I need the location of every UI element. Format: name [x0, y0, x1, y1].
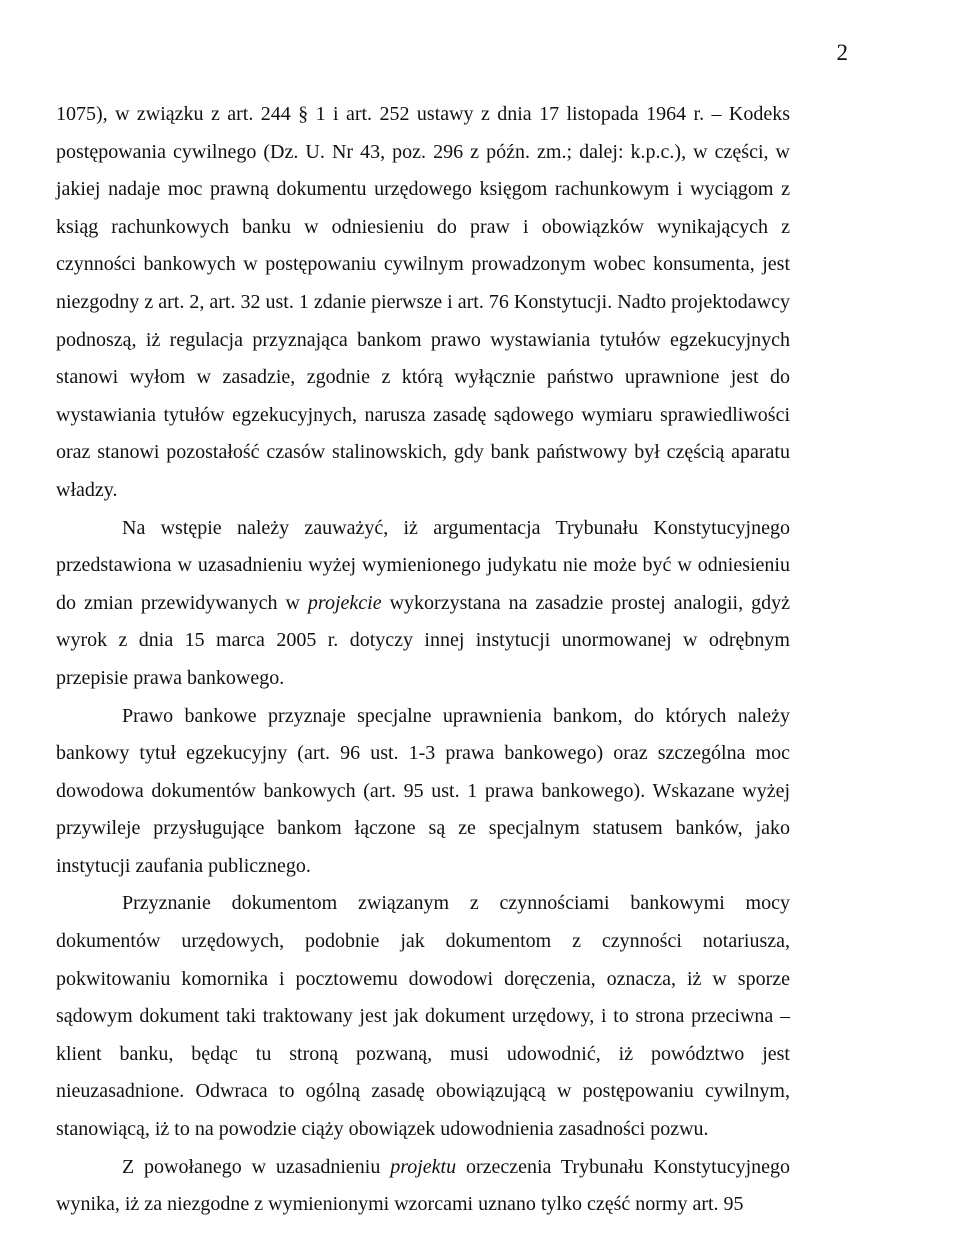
- italic-term: projektu: [390, 1155, 457, 1178]
- page-number: 2: [836, 40, 848, 65]
- paragraph-text: Z powołanego w uzasadnieniu: [122, 1155, 391, 1178]
- paragraph-text: Przyznanie dokumentom związanym z czynnościami bankowymi mocy dokumentów urzędowych, podobnie jak dokumentom z czynności notariusza, pokwitowaniu komornika i pocztowemu dowodowi doręczenia, oznacza, iż w sporze sądowym dokument taki traktowany jest jak dokument urzędowy, i to strona przeciwna – klient banku, będąc tu stroną pozwaną, musi udowodnić, iż powództwo jest nieuzasadnione. Odwraca to ogólną zasadę obowiązującą w postępowaniu cywilnym, stanowiącą, iż to na powodzie ciąży obowiązek udowodnienia zasadności pozwu.: [56, 892, 790, 1141]
- paragraph-text: Prawo bankowe przyznaje specjalne uprawnienia bankom, do których należy bankowy tytuł egzekucyjny (art. 96 ust. 1-3 prawa bankowego) oraz szczególna moc dowodowa dokumentów bankowych (art. 95 ust. 1 prawa bankowego). Wskazane wyżej przywileje przysługujące bankom łączone są ze specjalnym statusem banków, jako instytucji zaufania publicznego.: [56, 704, 790, 877]
- paragraph-z-powolanego: [56, 1149, 790, 1224]
- paragraph-continuation: [56, 96, 790, 510]
- paragraph-text: 1075), w związku z art. 244 § 1 i art. 252 ustawy z dnia 17 listopada 1964 r. – Kodeks postępowania cywilnego (Dz. U. Nr 43, poz. 296 z późn. zm.; dalej: k.p.c.), w części, w jakiej nadaje moc prawną dokumentu urzędowego księgom rachunkowym i wyciągom z ksiąg rachunkowych banku w odniesieniu do praw i obowiązków wynikających z czynności bankowych w postępowaniu cywilnym prowadzonym wobec konsumenta, jest niezgodny z art. 2, art. 32 ust. 1 zdanie pierwsze i art. 76 Konstytucji. Nadto projektodawcy podnoszą, iż regulacja przyznająca bankom prawo wystawiania tytułów egzekucyjnych stanowi wyłom w zasadzie, zgodnie z którą wyłącznie państwo uprawnione jest do wystawiania tytułów egzekucyjnych, narusza zasadę sądowego wymiaru sprawiedliwości oraz stanowi pozostałość czasów stalinowskich, gdy bank państwowy był częścią aparatu władzy.: [56, 103, 790, 501]
- document-body: [56, 96, 790, 1224]
- paragraph-prawo-bankowe: [56, 698, 790, 886]
- paragraph-na-wstepie: [56, 510, 790, 698]
- paragraph-przyznanie: [56, 885, 790, 1148]
- italic-term: projekcie: [307, 591, 382, 614]
- paragraph-text: wykorzystana na zasadzie prostej analogii, gdyż wyrok z dnia 15 marca 2005 r. dotyczy innej instytucji unormowanej w odrębnym przepisie prawa bankowego.: [56, 591, 790, 689]
- paragraph-text: Na wstępie należy zauważyć, iż argumentacja Trybunału Konstytucyjnego przedstawiona w uzasadnieniu wyżej wymienionego judykatu nie może być w odniesieniu do zmian przewidywanych w: [56, 516, 790, 614]
- paragraph-text: orzeczenia Trybunału Konstytucyjnego wynika, iż za niezgodne z wymienionymi wzorcami uznano tylko część normy art. 95: [56, 1155, 791, 1216]
